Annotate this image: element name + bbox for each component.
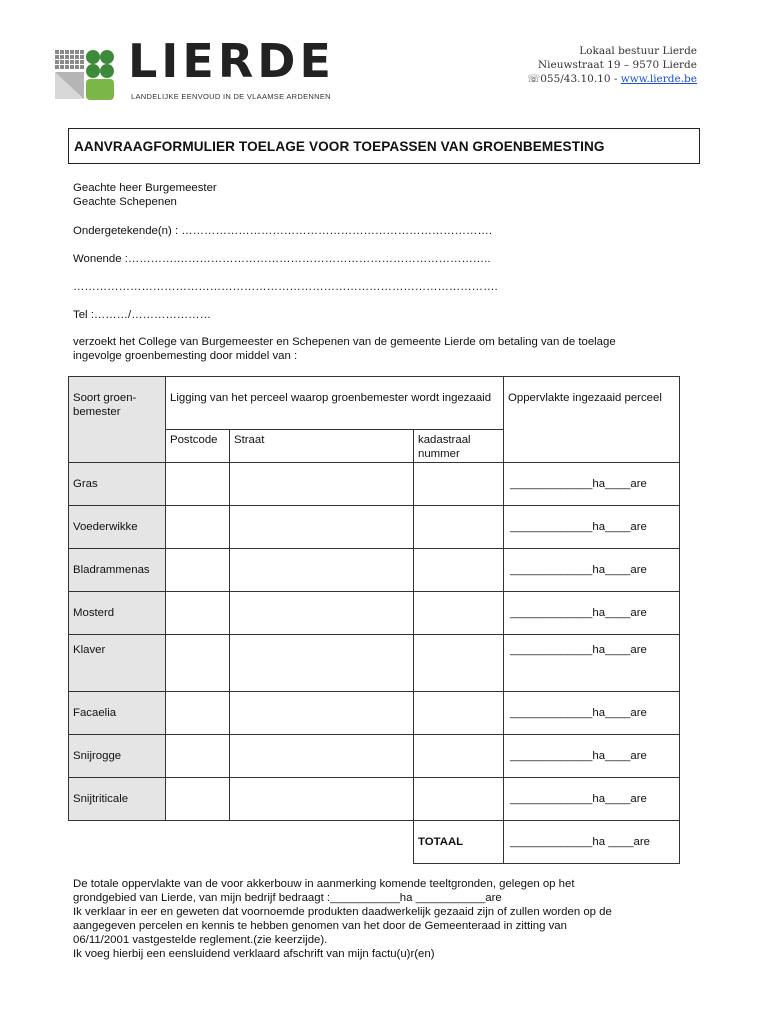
table-row	[69, 592, 680, 635]
declaration-line-6: Ik voeg hierbij een eensluidend verklaard afschrift van mijn factu(u)r(en)	[73, 948, 435, 960]
kind-label: Voederwikke	[69, 506, 166, 549]
phone-icon: ☏	[527, 73, 541, 85]
lierde-logo-mark	[55, 44, 115, 100]
cadastral-cell[interactable]	[414, 635, 504, 692]
area-cell[interactable]: _____________ha____are	[504, 635, 680, 692]
postcode-cell[interactable]	[166, 735, 230, 778]
address-line-1: Lokaal bestuur Lierde	[579, 45, 697, 57]
table-row	[69, 692, 680, 735]
declaration-line-5: 06/11/2001 vastgestelde reglement.(zie keerzijde).	[73, 934, 328, 946]
declaration-line-2[interactable]: grondgebied van Lierde, van mijn bedrijf bedraagt :___________ha ___________are	[73, 892, 502, 904]
postcode-cell[interactable]	[166, 549, 230, 592]
total-spacer	[69, 821, 414, 864]
salutation-mayor: Geachte heer Burgemeester	[73, 182, 217, 194]
street-cell[interactable]	[230, 735, 414, 778]
request-text-line-2: ingevolge groenbemesting door middel van :	[73, 350, 298, 362]
postcode-cell[interactable]	[166, 635, 230, 692]
kind-label: Klaver	[69, 635, 166, 692]
address-line-3	[527, 72, 697, 86]
salutation-aldermen: Geachte Schepenen	[73, 196, 177, 208]
area-cell[interactable]: _____________ha____are	[504, 778, 680, 821]
declaration-line-4: aangegeven percelen en kennis te hebben genomen van het door de Gemeenteraad in zitting van	[73, 920, 567, 932]
declaration-line-1: De totale oppervlakte van de voor akkerbouw in aanmerking komende teeltgronden, gelegen op het	[73, 878, 575, 890]
table-row	[69, 463, 680, 506]
postcode-cell[interactable]	[166, 463, 230, 506]
area-cell[interactable]: _____________ha____are	[504, 463, 680, 506]
table-row	[69, 735, 680, 778]
cadastral-cell[interactable]	[414, 735, 504, 778]
street-cell[interactable]	[230, 635, 414, 692]
postcode-cell[interactable]	[166, 592, 230, 635]
subheader-street: Straat	[230, 430, 414, 463]
green-manure-table	[68, 376, 680, 864]
kind-label: Gras	[69, 463, 166, 506]
cadastral-cell[interactable]	[414, 778, 504, 821]
undersigned-field[interactable]: Ondergetekende(n) : ……………………………………………………………………….	[73, 225, 492, 237]
website-link[interactable]: www.lierde.be	[620, 73, 697, 85]
kind-label: Snijrogge	[69, 735, 166, 778]
area-cell[interactable]: _____________ha____are	[504, 592, 680, 635]
table-row	[69, 635, 680, 692]
cadastral-cell[interactable]	[414, 692, 504, 735]
address-line-2: Nieuwstraat 19 – 9570 Lierde	[537, 59, 697, 71]
residing-field[interactable]: Wonende :………….………………………………………………………………………..	[73, 253, 491, 265]
street-cell[interactable]	[230, 549, 414, 592]
cadastral-cell[interactable]	[414, 592, 504, 635]
street-cell[interactable]	[230, 692, 414, 735]
kind-label: Mosterd	[69, 592, 166, 635]
cadastral-cell[interactable]	[414, 506, 504, 549]
table-row	[69, 778, 680, 821]
logo-wordmark: LIERDE	[128, 34, 335, 88]
header-location: Ligging van het perceel waarop groenbemester wordt ingezaaid	[166, 377, 504, 430]
address-continuation-field[interactable]: ………………………………………………………………………………………………….	[73, 281, 498, 293]
street-cell[interactable]	[230, 592, 414, 635]
phone-number: 055/43.10.10 -	[540, 73, 621, 85]
area-cell[interactable]: _____________ha____are	[504, 735, 680, 778]
kind-label: Bladrammenas	[69, 549, 166, 592]
header-kind: Soort groen-bemester	[69, 377, 166, 463]
total-area-cell[interactable]: _____________ha ____are	[504, 821, 680, 864]
header-area: Oppervlakte ingezaaid perceel	[504, 377, 680, 463]
street-cell[interactable]	[230, 463, 414, 506]
street-cell[interactable]	[230, 506, 414, 549]
subheader-postcode: Postcode	[166, 430, 230, 463]
declaration-line-3: Ik verklaar in eer en geweten dat voornoemde produkten daadwerkelijk gezaaid zijn of zullen worden op de	[73, 906, 612, 918]
request-text-line-1: verzoekt het College van Burgemeester en Schepenen van de gemeente Lierde om betaling van de toelage	[73, 336, 616, 348]
area-cell[interactable]: _____________ha____are	[504, 549, 680, 592]
postcode-cell[interactable]	[166, 692, 230, 735]
cadastral-cell[interactable]	[414, 549, 504, 592]
logo-tagline: LANDELIJKE EENVOUD IN DE VLAAMSE ARDENNEN	[131, 92, 331, 101]
table-row	[69, 506, 680, 549]
kind-label: Snijtriticale	[69, 778, 166, 821]
total-label: TOTAAL	[414, 821, 504, 864]
title-box	[68, 128, 700, 164]
declaration-block	[73, 877, 713, 961]
area-cell[interactable]: _____________ha____are	[504, 692, 680, 735]
area-cell[interactable]: _____________ha____are	[504, 506, 680, 549]
postcode-cell[interactable]	[166, 506, 230, 549]
cadastral-cell[interactable]	[414, 463, 504, 506]
postcode-cell[interactable]	[166, 778, 230, 821]
total-row	[69, 821, 680, 864]
form-title: AANVRAAGFORMULIER TOELAGE VOOR TOEPASSEN VAN GROENBEMESTING	[74, 138, 605, 154]
municipality-address	[527, 44, 697, 86]
telephone-field[interactable]: Tel :………/…………………	[73, 309, 211, 321]
street-cell[interactable]	[230, 778, 414, 821]
subheader-cadastral: kadastraal nummer	[414, 430, 504, 463]
table-row	[69, 549, 680, 592]
kind-label: Facaelia	[69, 692, 166, 735]
